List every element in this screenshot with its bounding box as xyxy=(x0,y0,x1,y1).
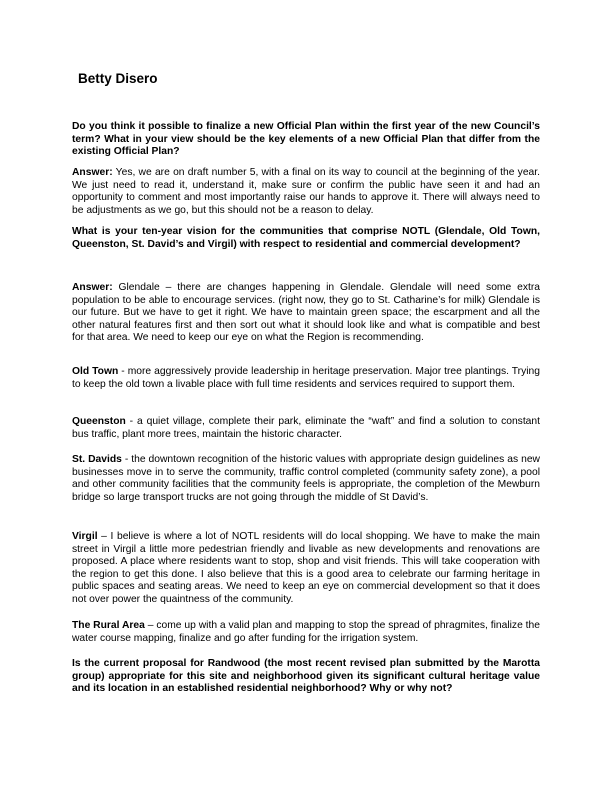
section-text: - a quiet village, complete their park, eliminate the “waft” and find a solution to constant bus traffic, plant more trees, maintain the historic character. xyxy=(72,416,540,440)
section-virgil xyxy=(72,531,540,607)
section-st-davids xyxy=(72,454,540,504)
answer-glendale xyxy=(72,282,540,345)
answer-text: Glendale – there are changes happening in Glendale. Glendale will need some extra population to be able to encourage services. (right now, they go to St. Catharine’s for milk) Glendale is our future. But we have to get it right. We have to maintain green space; the escarpment and all the other natural features first and then sort out what it should look like and what is compatible and best for that area. We need to keep our eye on what the Region is recommending. xyxy=(72,282,540,344)
answer-label: Answer: xyxy=(72,167,113,178)
section-text: - the downtown recognition of the historic values with appropriate design guidelines as new businesses move in to serve the community, traffic control completed (community safety zone), a pool and other community facilities that the community feels is appropriate, the completion of the Mewburn bridge so large transport trucks are not going through the middle of St David’s. xyxy=(72,454,540,503)
section-label: Queenston xyxy=(72,416,126,427)
document-title: Betty Disero xyxy=(78,71,158,86)
section-label: The Rural Area xyxy=(72,620,145,631)
section-label: Virgil xyxy=(72,531,98,542)
question-official-plan: Do you think it possible to finalize a new Official Plan within the first year of the new Council’s term? What in your view should be the key elements of a new Official Plan that differ from the existing Official Plan? xyxy=(72,121,540,158)
answer-text: Yes, we are on draft number 5, with a final on its way to council at the beginning of the year. We just need to read it, understand it, make sure or confirm the public have seen it and had an opportunity to comment and most importantly raise our hands to approve it. There will always need to be adjustments as we go, but this should not be a reason to delay. xyxy=(72,167,540,216)
section-label: St. Davids xyxy=(72,454,122,465)
question-randwood: Is the current proposal for Randwood (the most recent revised plan submitted by the Marotta group) appropriate for this site and neighborhood given its significant cultural heritage value and its location in an established residential neighborhood? Why or why not? xyxy=(72,658,540,695)
section-rural-area xyxy=(72,620,540,645)
answer-label: Answer: xyxy=(72,282,113,293)
answer-official-plan xyxy=(72,167,540,217)
section-label: Old Town xyxy=(72,366,119,377)
section-queenston xyxy=(72,416,540,441)
section-text: – come up with a valid plan and mapping to stop the spread of phragmites, finalize the water course mapping, finalize and go after funding for the irrigation system. xyxy=(72,620,540,644)
section-old-town xyxy=(72,366,540,391)
question-ten-year-vision: What is your ten-year vision for the communities that comprise NOTL (Glendale, Old Town, Queenston, St. David’s and Virgil) with respect to residential and commercial development? xyxy=(72,226,540,250)
section-text: – I believe is where a lot of NOTL residents will do local shopping. We have to make the main street in Virgil a little more pedestrian friendly and livable as new developments and renovations are proposed. A place where residents want to stop, shop and visit friends. This will take cooperation with the region to get this done. I also believe that this is a good area to celebrate our farming heritage in public spaces and seating areas. We need to keep an eye on commercial development so that it does not over power the quaintness of the community. xyxy=(72,531,540,605)
section-text: - more aggressively provide leadership in heritage preservation. Major tree plantings. Trying to keep the old town a livable place with full time residents and services required to support them. xyxy=(72,366,541,390)
